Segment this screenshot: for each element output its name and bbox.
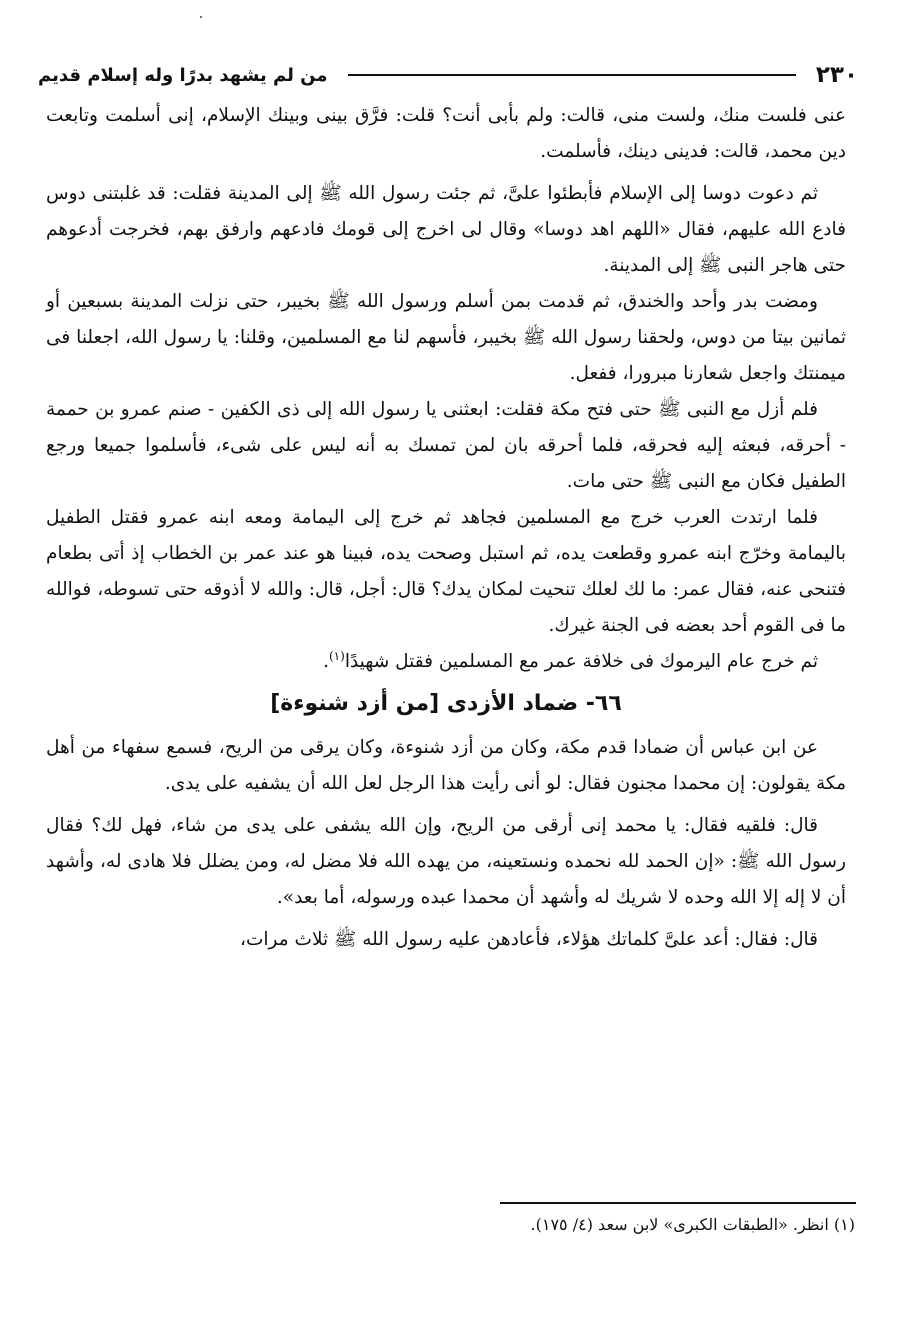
running-title: من لم يشهد بدرًا وله إسلام قديم [38, 64, 328, 86]
paragraph-2: ثم دعوت دوسا إلى الإسلام فأبطئوا علىَّ، ثم جئت رسول الله ﷺ إلى المدينة فقلت: قد غلبتنى دوس فادع الله عليهم، فقال «اللهم اهد دوسا» وقال لى اخرج إلى قومك فادعهم وارفق بهم، فخرجت أدعوهم حتى هاجر النبى ﷺ إلى المدينة. [46, 183, 846, 276]
paragraph-4: فلم أزل مع النبى ﷺ حتى فتح مكة فقلت: ابعثنى يا رسول الله إلى ذى الكفين - صنم عمرو بن حممة - أحرقه، فبعثه إليه فحرقه، فلما أحرقه بان لمن تمسك به أنه ليس على شىء، فأسلموا جميعا ورجع الطفيل فكان مع النبى ﷺ حتى مات. [46, 399, 846, 492]
paragraph-1: عنى فلست منك، ولست منى، قالت: ولم بأبى أنت؟ قلت: فرَّق بينى وبينك الإسلام، إنى أسلمت وتابعت دين محمد، قالت: فدينى دينك، فأسلمت. [46, 105, 846, 162]
paragraph-8: قال: فلقيه فقال: يا محمد إنى أرقى من الريح، وإن الله يشفى على يدى من شاء، فهل لك؟ فقال رسول الله ﷺ: «إن الحمد لله نحمده ونستعينه، من يهده الله فلا مضل له، ومن يضلل فلا هادى له، وأشهد أن لا إله إلا الله وحده لا شريك له وأشهد أن محمدا عبده ورسوله، أما بعد». [46, 815, 846, 908]
paragraph-6 [46, 644, 846, 680]
paragraph-5: فلما ارتدت العرب خرج مع المسلمين فجاهد ثم خرج إلى اليمامة ومعه ابنه عمرو فقتل الطفيل باليمامة وخرّج ابنه عمرو وقطعت يده، ثم استبل وصحت يده، فبينا هو عند عمر بن الخطاب إذ أتى بطعام فتنحى عنه، فقال عمر: ما لك لعلك تنحيت لمكان يدك؟ قال: أجل، قال: والله لا أذوقه حتى تسوطه، فوالله ما فى القوم أحد بعضه فى الجنة غيرك. [46, 507, 846, 636]
body-text [46, 98, 846, 1158]
running-header [38, 58, 858, 92]
paragraph-9: قال: فقال: أعد علىَّ كلماتك هؤلاء، فأعادهن عليه رسول الله ﷺ ثلاث مرات، [240, 929, 818, 950]
paragraph-6-text: ثم خرج عام اليرموك فى خلافة عمر مع المسلمين فقتل شهيدًا [344, 651, 818, 672]
header-rule [348, 74, 796, 76]
section-heading: ٦٦- ضماد الأزدى [من أزد شنوءة] [270, 691, 622, 716]
page-number: ٢٣٠ [815, 62, 858, 88]
footnote-marker[interactable]: (١) [328, 648, 345, 663]
paragraph-3: ومضت بدر وأحد والخندق، ثم قدمت بمن أسلم ورسول الله ﷺ بخيبر، حتى نزلت المدينة بسبعين أو ثمانين بيتا من دوس، ولحقنا رسول الله ﷺ بخيبر، فأسهم لنا مع المسلمين، وقلنا: يا رسول الله، اجعلنا فى ميمنتك واجعل شعارنا مبرورا، ففعل. [46, 291, 846, 384]
paper-speck [200, 16, 202, 18]
paragraph-6-end: . [323, 651, 329, 672]
paragraph-7: عن ابن عباس أن ضمادا قدم مكة، وكان من أزد شنوءة، وكان يرقى من الريح، فسمع سفهاء من أهل مكة يقولون: إن محمدا مجنون فقال: لو أنى رأيت هذا الرجل لعل الله أن يشفيه على يدى. [46, 737, 846, 794]
footnote-rule [500, 1202, 856, 1204]
footnote: (١) انظر. «الطبقات الكبرى» لابن سعد (٤/ ١٧٥). [530, 1215, 855, 1234]
